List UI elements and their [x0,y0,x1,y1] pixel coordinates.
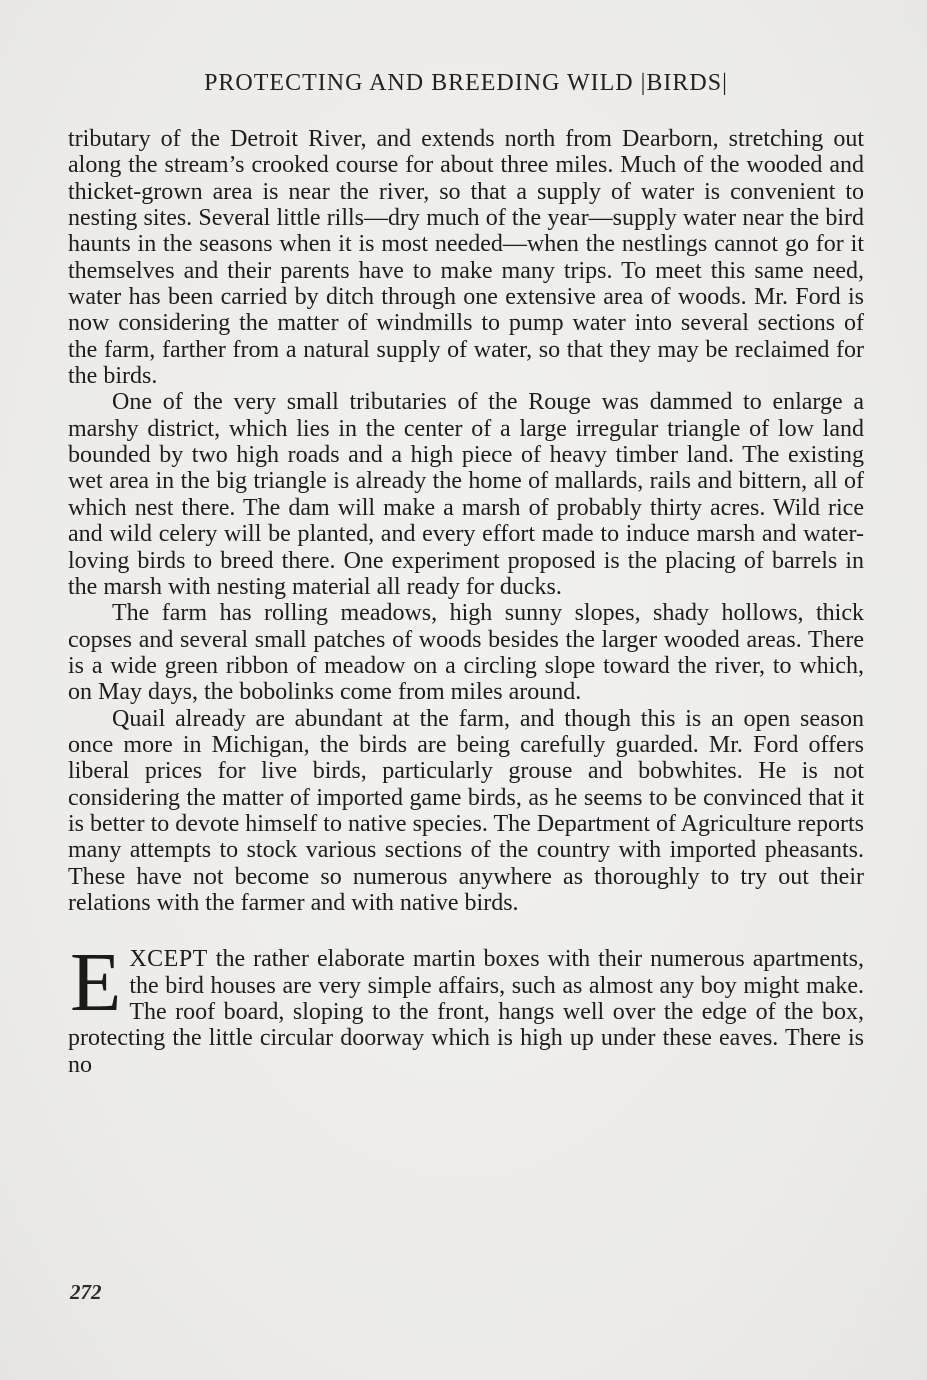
body-text-column [68,126,864,1078]
lead-in-word: XCEPT [129,946,208,973]
paragraph-quail: Quail already are abundant at the farm, and though this is an open season once more in Michigan, the birds are being carefully guarded. Mr. Ford offers liberal prices for live birds, particularly grouse and bobwhites. He is not considering the matter of imported game birds, as he seems to be convinced that it is better to devote himself to native species. The Department of Agriculture reports many attempts to stock various sections of the country with imported pheasants. These have not become so numerous anywhere as thoroughly to try out their relations with the farmer and with native birds. [68,705,864,916]
paragraph-continued: tributary of the Detroit River, and extends north from Dearborn, stretching out along the stream’s crooked course for about three miles. Much of the wooded and thicket-grown area is near the river, so that a supply of water is convenient to nesting sites. Several little rills—dry much of the year—supply water near the bird haunts in the seasons when it is most needed—when the nestlings cannot go for it themselves and their parents have to make many trips. To meet this same need, water has been carried by ditch through one extensive area of woods. Mr. Ford is now considering the matter of windmills to pump water into several sections of the farm, farther from a natural supply of water, so that they may be reclaimed for the birds. [68,126,864,390]
section-break [68,916,864,946]
paragraph-bird-houses-text: the rather elaborate martin boxes with their numerous apartments, the bird houses are very simple affairs, such as almost any boy might make. The roof board, sloping to the front, hangs well over the edge of the box, protecting the little circular doorway which is high up under these eaves. There is no [68,946,864,1078]
paragraph-marsh: One of the very small tributaries of the Rouge was dammed to enlarge a marshy district, which lies in the center of a large irregular triangle of low land bounded by two high roads and a high piece of heavy timber land. The existing wet area in the big triangle is already the home of mallards, rails and bittern, all of which nest there. The dam will make a marsh of probably thirty acres. Wild rice and wild celery will be planted, and every effort made to induce marsh and water-loving birds to breed there. One experiment proposed is the placing of barrels in the marsh with nesting material all ready for ducks. [68,389,864,600]
paragraph-bird-houses [68,936,864,1078]
page-number: 272 [70,1280,102,1304]
running-head-title: PROTECTING AND BREEDING WILD |BIRDS| [204,70,728,96]
paragraph-meadows: The farm has rolling meadows, high sunny slopes, shady hollows, thick copses and several small patches of woods besides the larger wooded areas. There is a wide green ribbon of meadow on a circling slope toward the river, to which, on May days, the bobolinks come from miles around. [68,600,864,706]
drop-cap-initial: E [70,936,122,1030]
